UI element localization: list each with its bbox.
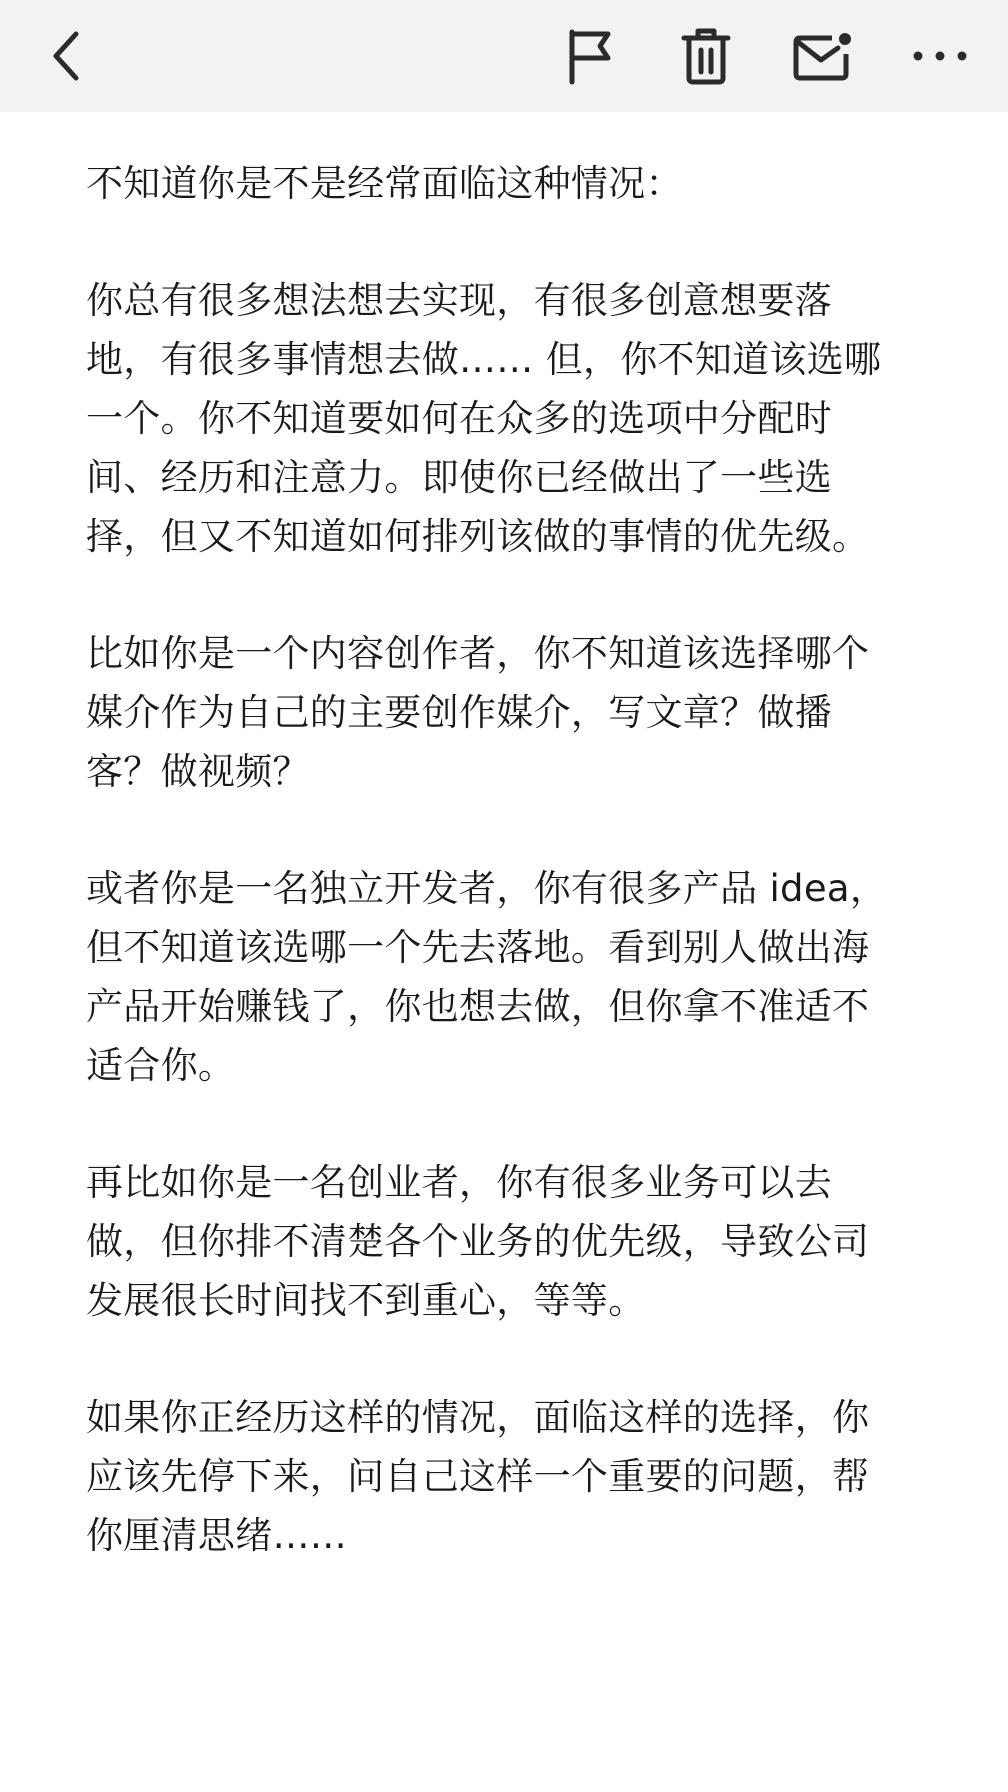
text-line: 如果你正经历这样的情况，面临这样的选择，你 [86,1396,870,1439]
trash-icon [680,26,732,86]
text-line: 或者你是一名独立开发者，你有很多产品 idea， [86,867,888,910]
flag-icon [562,26,618,86]
chevron-left-icon [46,28,86,84]
text-line: 择，但又不知道如何排列该做的事情的优先级。 [86,515,870,558]
text-line: 再比如你是一名创业者，你有很多业务可以去 [86,1161,832,1204]
text-line: 但不知道该选哪一个先去落地。看到别人做出海 [86,926,870,969]
text-line: 做，但你排不清楚各个业务的优先级，导致公司 [86,1220,870,1263]
flag-button[interactable] [554,20,626,92]
text-line: 间、经历和注意力。即使你已经做出了一些选 [86,456,832,499]
email-paragraph-4 [86,859,926,1095]
email-paragraph-5 [86,1153,926,1330]
text-line: 发展很长时间找不到重心，等等。 [86,1279,646,1322]
delete-button[interactable] [670,20,742,92]
text-line: 应该先停下来，问自己这样一个重要的问题，帮 [86,1455,870,1498]
more-button[interactable] [904,20,976,92]
text-line: 客？做视频？ [86,750,310,793]
mark-unread-button[interactable] [788,20,860,92]
more-horizontal-icon [910,46,970,66]
mail-unread-icon [792,28,856,84]
email-paragraph-3 [86,624,926,801]
text-line: 一个。你不知道要如何在众多的选项中分配时 [86,397,832,440]
text-line: 适合你。 [86,1044,236,1087]
text-line: 地，有很多事情想去做…… 但，你不知道该选哪 [86,338,882,381]
text-line: 媒介作为自己的主要创作媒介，写文章？做播 [86,691,832,734]
email-toolbar [0,0,1008,112]
back-button[interactable] [30,20,102,92]
text-line: 你厘清思绪…… [86,1514,348,1557]
text-line: 你总有很多想法想去实现，有很多创意想要落 [86,279,832,322]
text-line: 比如你是一个内容创作者，你不知道该选择哪个 [86,632,870,675]
text-line: 不知道你是不是经常面临这种情况： [86,162,683,205]
email-paragraph-6 [86,1388,926,1565]
email-paragraph-2 [86,271,926,566]
text-line: 产品开始赚钱了，你也想去做，但你拿不准适不 [86,985,870,1028]
email-paragraph-1 [86,154,926,213]
email-body [86,154,926,1623]
